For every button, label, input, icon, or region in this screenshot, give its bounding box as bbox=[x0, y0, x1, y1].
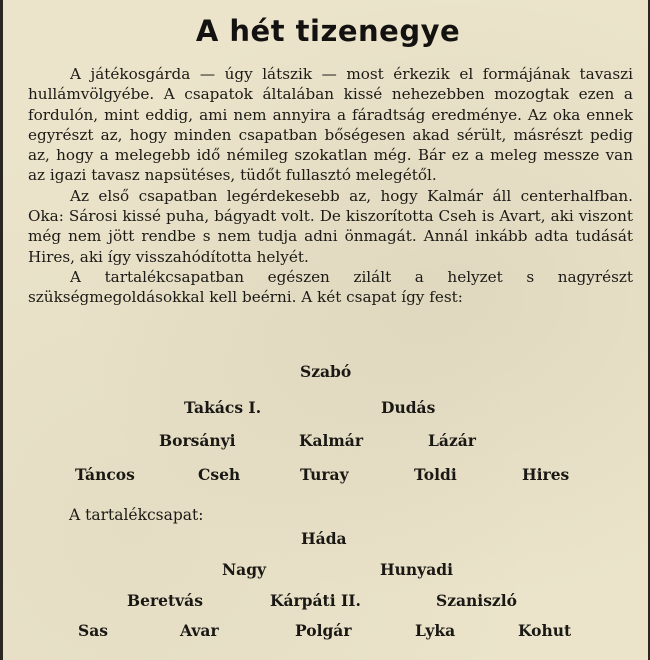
reserve-team-goalkeeper: Háda bbox=[301, 529, 347, 548]
first-team-back-right: Dudás bbox=[381, 398, 436, 417]
reserve-team-forward-5: Kohut bbox=[518, 621, 572, 640]
reserve-team-forward-3: Polgár bbox=[295, 621, 352, 640]
paragraph-form-dip: A játékosgárda — úgy látszik — most érkezik el formájának tavaszi hullámvölgyébe. A csapatok általában kissé nehezebben mozogtak ezen a fordulón, mint eddig, ami nem annyira a fáradtság eredménye. Az oka ennek egyrészt az, hogy minden csapatban bőségesen akad sérült, másrészt pedig az, hogy a melegebb idő némileg szokatlan még. Bár ez a meleg messze van az igazi tavasz napsütéses, tüdőt fullasztó melegétől. bbox=[28, 65, 633, 185]
first-team-goalkeeper: Szabó bbox=[300, 362, 352, 381]
reserve-team-half-left: Beretvás bbox=[127, 591, 203, 610]
paragraph-first-team: Az első csapatban legérdekesebb az, hogy Kalmár áll centerhalfban. Oka: Sárosi kissé puha, bágyadt volt. De kiszorította Cseh is Avart, aki viszont még nem jött rendbe s nem tudja adni önmagát. Annál inkább adta tudását Hires, aki így visszahódította helyét. bbox=[28, 186, 633, 266]
article-body bbox=[28, 64, 633, 308]
reserve-team-forward-1: Sas bbox=[78, 621, 108, 640]
paragraph-reserve-team: A tartalékcsapatban egészen zilált a helyzet s nagyrészt szükségmegoldásokkal kell beérni. A két csapat így fest: bbox=[28, 267, 633, 307]
reserve-team-back-left: Nagy bbox=[222, 560, 267, 579]
reserve-team-back-right: Hunyadi bbox=[380, 560, 453, 579]
reserve-team-half-right: Szaniszló bbox=[436, 591, 517, 610]
first-team-half-right: Lázár bbox=[428, 431, 476, 450]
reserve-team-half-center: Kárpáti II. bbox=[270, 591, 361, 610]
first-team-forward-3: Turay bbox=[300, 465, 349, 484]
first-team-forward-1: Táncos bbox=[75, 465, 135, 484]
reserve-team-forward-2: Avar bbox=[180, 621, 219, 640]
reserve-team-label: A tartalékcsapat: bbox=[69, 506, 204, 524]
first-team-half-left: Borsányi bbox=[159, 431, 236, 450]
first-team-half-center: Kalmár bbox=[299, 431, 364, 450]
first-team-forward-4: Toldi bbox=[414, 465, 457, 484]
first-team-forward-2: Cseh bbox=[198, 465, 241, 484]
reserve-team-forward-4: Lyka bbox=[415, 621, 456, 640]
first-team-forward-5: Hires bbox=[522, 465, 570, 484]
article-title: A hét tizenegye bbox=[195, 14, 461, 48]
first-team-back-left: Takács I. bbox=[184, 398, 262, 417]
